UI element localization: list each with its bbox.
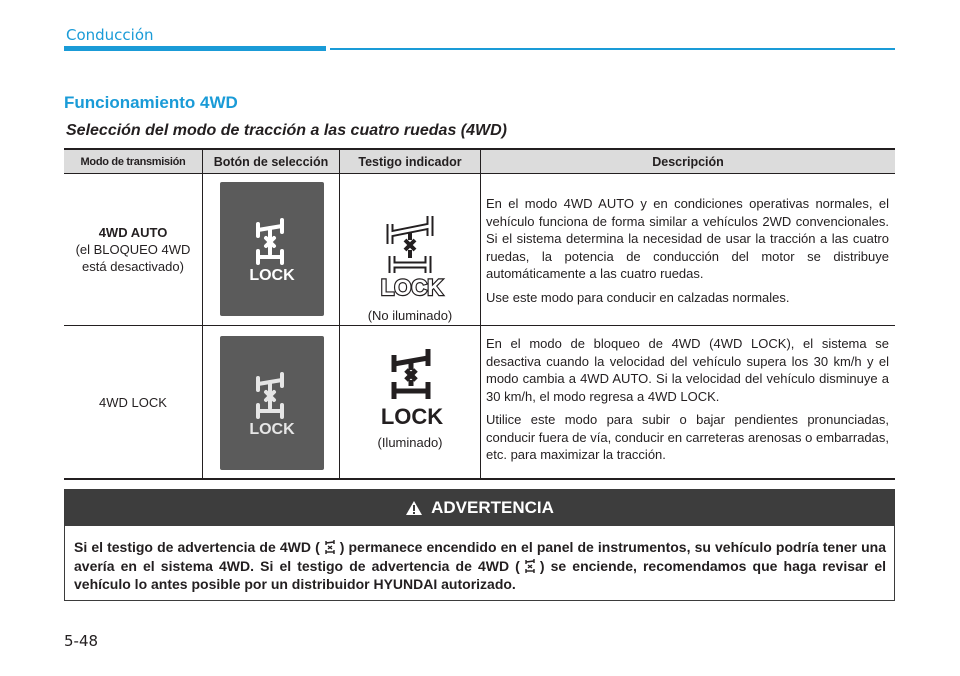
button-lock-label: LOCK (249, 421, 295, 438)
4wd-warning-icon (324, 539, 336, 555)
mode-cell (64, 326, 203, 478)
warning-header (65, 490, 894, 526)
mode-cell (64, 174, 203, 325)
mode-name: 4WD AUTO (98, 225, 168, 240)
4wd-lock-button-image (220, 336, 324, 470)
mode-note: (el BLOQUEO 4WD (75, 242, 191, 257)
4wd-lock-button-image (220, 182, 324, 316)
indicator-caption: (No iluminado) (367, 308, 453, 323)
table-row (64, 326, 895, 478)
description-text: Utilice este modo para subir o bajar pendientes pronunciadas, conducir fuera de vía, conducir en carreteras arenosas o embarradas, etc. para maximizar la tracción. (486, 412, 889, 462)
mode-table (64, 148, 895, 480)
warning-triangle-icon (405, 500, 423, 516)
header-rule-thin (330, 48, 895, 50)
indicator-lock-label: LOCK (380, 404, 444, 429)
4wd-lock-indicator-icon (340, 174, 481, 326)
warning-title: ADVERTENCIA (431, 498, 554, 517)
description-text: En el modo de bloqueo de 4WD (4WD LOCK), el sistema se desactiva cuando la velocidad del vehículo supera los 30 km/h y el modo cambia a 4WD AUTO. Si la velocidad del vehículo disminuye a 30 km/h, el modo regresa a 4WD LOCK. (486, 336, 889, 404)
table-row (64, 174, 895, 326)
column-header: Botón de selección (203, 150, 340, 173)
indicator-cell (340, 174, 481, 325)
mode-name: 4WD LOCK (99, 394, 167, 410)
column-header: Modo de transmisión (64, 150, 203, 173)
description-text: En el modo 4WD AUTO y en condiciones operativas normales, el vehículo funciona de forma similar a vehículos 2WD convencionales. Si el sistema determina la necesidad de usar la tracción a las cuatro ruedas, la potencia de conducción del motor se distribuye automáticamente a las cuatro ruedas. (486, 196, 889, 281)
page-number: 5-48 (64, 632, 99, 650)
4wd-lock-icon (220, 336, 324, 470)
warning-box (64, 489, 895, 601)
4wd-lock-icon (220, 182, 324, 316)
4wd-lock-indicator-icon (340, 326, 481, 478)
warning-text-part: ) permanece encendido en el panel de instrumentos, su vehículo podría tener una avería en el sistema 4WD. Si el testigo de advertencia de 4WD ( (74, 539, 886, 574)
warning-text-part: ) se enciende, recomendamos que haga revisar el vehículo lo antes posible por un distribuidor HYUNDAI autorizado. (74, 557, 886, 592)
table-header (64, 150, 895, 174)
mode-note: está desactivado) (82, 259, 184, 274)
description-cell (481, 326, 895, 478)
description-text: Use este modo para conducir en calzadas normales. (486, 289, 790, 305)
button-cell (203, 326, 340, 478)
description-cell (481, 174, 895, 325)
indicator-caption: (Iluminado) (377, 435, 443, 450)
page-subtitle: Selección del modo de tracción a las cuatro ruedas (4WD) (66, 122, 508, 139)
warning-text-part: Si el testigo de advertencia de 4WD ( (74, 539, 320, 555)
section-label: Conducción (66, 26, 154, 44)
page-title: Funcionamiento 4WD (64, 93, 238, 112)
button-lock-label: LOCK (249, 267, 295, 284)
warning-text (65, 526, 894, 594)
column-header: Testigo indicador (340, 150, 481, 173)
4wd-warning-icon (524, 558, 536, 574)
indicator-lock-label: LOCK (380, 275, 444, 300)
header-rule-thick (64, 46, 326, 51)
indicator-cell (340, 326, 481, 478)
button-cell (203, 174, 340, 325)
column-header: Descripción (652, 154, 724, 169)
